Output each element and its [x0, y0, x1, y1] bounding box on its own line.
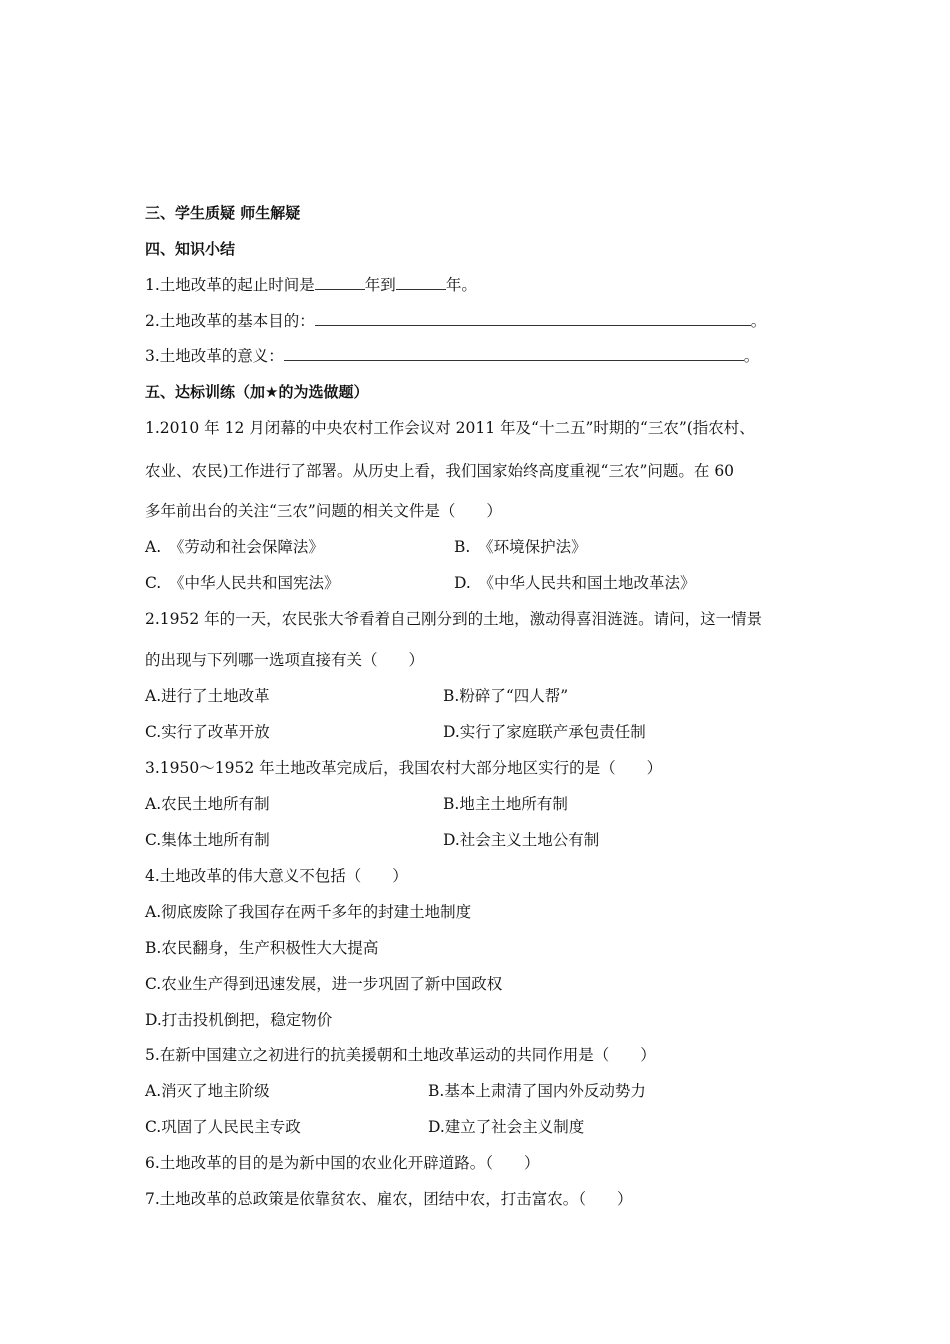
- summary-q3-end: 。: [743, 347, 760, 365]
- question-1-option-b: B. 《环境保护法》: [454, 538, 587, 556]
- summary-q1-text-c: 年。: [445, 276, 477, 294]
- question-3-option-d: D.社会主义土地公有制: [443, 831, 600, 849]
- question-5-option-a: A.消灭了地主阶级: [145, 1082, 270, 1100]
- question-2-line-1: 2.1952 年的一天，农民张大爷看着自己刚分到的土地，激动得喜泪涟涟。请问，这一情景: [145, 610, 763, 628]
- question-4-option-a: A.彻底废除了我国存在两千多年的封建土地制度: [145, 903, 472, 921]
- section-heading-4: 四、知识小结: [145, 240, 236, 258]
- question-2-option-b: B.粉碎了“四人帮”: [443, 687, 569, 705]
- question-3-option-b: B.地主土地所有制: [443, 795, 568, 813]
- summary-item-1: [145, 275, 477, 295]
- summary-item-2: [145, 311, 766, 331]
- summary-q2-text: 2.土地改革的基本目的：: [145, 312, 315, 330]
- question-5-option-b: B.基本上肃清了国内外反动势力: [428, 1082, 646, 1100]
- question-1-line-1: 1.2010 年 12 月闭幕的中央农村工作会议对 2011 年及“十二五”时期的“三农”(指农村、: [145, 419, 755, 437]
- question-3-option-c: C.集体土地所有制: [145, 831, 270, 849]
- fill-blank: [396, 275, 446, 290]
- section-heading-3: 三、学生质疑 师生解疑: [145, 204, 301, 222]
- question-4-line-1: 4.土地改革的伟大意义不包括（ ）: [145, 867, 408, 885]
- question-5-option-c: C.巩固了人民民主专政: [145, 1118, 301, 1136]
- fill-blank: [315, 275, 365, 290]
- question-4-option-c: C.农业生产得到迅速发展，进一步巩固了新中国政权: [145, 975, 503, 993]
- fill-blank: [284, 346, 744, 361]
- summary-q2-end: 。: [750, 312, 767, 330]
- question-1-option-c: C. 《中华人民共和国宪法》: [145, 574, 340, 592]
- question-6: 6.土地改革的目的是为新中国的农业化开辟道路。（ ）: [145, 1154, 540, 1172]
- question-1-option-a: A. 《劳动和社会保障法》: [145, 538, 324, 556]
- question-3-option-a: A.农民土地所有制: [145, 795, 270, 813]
- section-heading-5: 五、达标训练（加★的为选做题）: [145, 383, 369, 401]
- summary-q1-text-a: 1.土地改革的起止时间是: [145, 276, 315, 294]
- summary-q1-text-b: 年到: [364, 276, 396, 294]
- question-1-line-2: 农业、农民)工作进行了部署。从历史上看，我们国家始终高度重视“三农”问题。在 60: [145, 462, 735, 480]
- question-4-option-d: D.打击投机倒把，稳定物价: [145, 1011, 333, 1029]
- question-5-option-d: D.建立了社会主义制度: [428, 1118, 585, 1136]
- summary-item-3: [145, 346, 759, 366]
- question-5-line-1: 5.在新中国建立之初进行的抗美援朝和土地改革运动的共同作用是（ ）: [145, 1046, 656, 1064]
- question-1-option-d: D. 《中华人民共和国土地改革法》: [454, 574, 696, 592]
- question-7: 7.土地改革的总政策是依靠贫农、雇农，团结中农，打击富农。（ ）: [145, 1190, 633, 1208]
- question-2-option-d: D.实行了家庭联产承包责任制: [443, 723, 646, 741]
- question-3-line-1: 3.1950～1952 年土地改革完成后，我国农村大部分地区实行的是（ ）: [145, 759, 663, 777]
- question-4-option-b: B.农民翻身，生产积极性大大提高: [145, 939, 379, 957]
- summary-q3-text: 3.土地改革的意义：: [145, 347, 284, 365]
- question-2-line-2: 的出现与下列哪一选项直接有关（ ）: [145, 651, 425, 669]
- fill-blank: [315, 311, 751, 326]
- question-1-line-3: 多年前出台的关注“三农”问题的相关文件是（ ）: [145, 502, 502, 520]
- question-2-option-a: A.进行了土地改革: [145, 687, 270, 705]
- question-2-option-c: C.实行了改革开放: [145, 723, 270, 741]
